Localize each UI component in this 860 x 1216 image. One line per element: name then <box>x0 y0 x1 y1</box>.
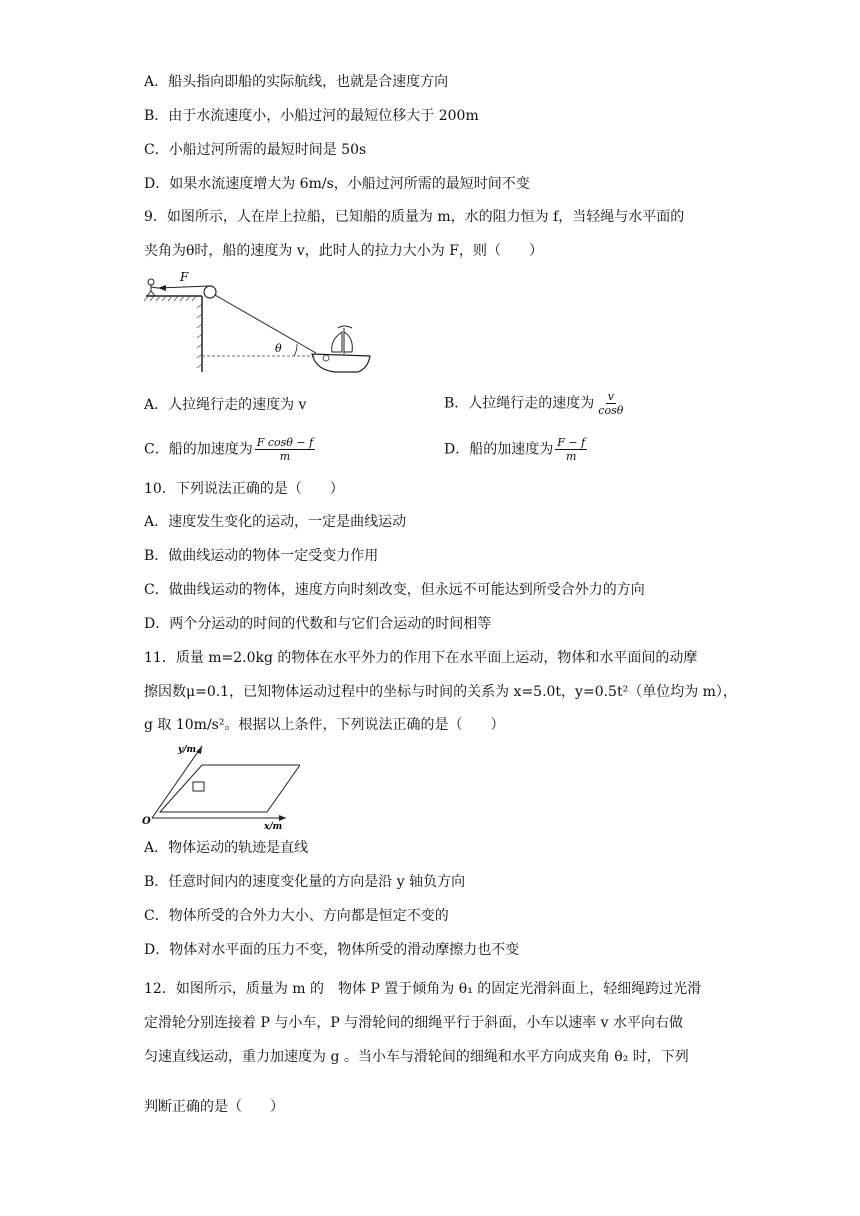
q9-stem-line2: 夹角为θ时，船的速度为 v，此时人的拉力大小为 F，则（ ） <box>144 243 543 259</box>
q11-figure-coordinate-plane <box>140 740 300 832</box>
q9-force-label: F <box>180 270 189 284</box>
q9-option-b-fraction <box>596 390 625 417</box>
q9-figure-boat-pulling <box>140 268 380 378</box>
q8-option-b: B．由于水流速度小，小船过河的最短位移大于 200m <box>144 108 479 124</box>
q11-option-b: B．任意时间内的速度变化量的方向是沿 y 轴负方向 <box>144 874 466 890</box>
q12-stem-line3: 匀速直线运动，重力加速度为 g 。当小车与滑轮间的细绳和水平方向成夹角 θ₂ 时，下列 <box>144 1049 689 1065</box>
q9-option-c <box>144 436 315 463</box>
q9-option-d-denominator: m <box>565 450 577 463</box>
q11-option-d: D．物体对水平面的压力不变，物体所受的滑动摩擦力也不变 <box>144 942 520 958</box>
q12-stem-line2: 定滑轮分别连接着 P 与小车，P 与滑轮间的细绳平行于斜面，小车以速率 v 水平向右做 <box>144 1015 683 1031</box>
q11-stem-line1: 11．质量 m=2.0kg 的物体在水平外力的作用下在水平面上运动，物体和水平面间的动摩 <box>144 650 698 666</box>
q9-option-c-denominator: m <box>279 450 291 463</box>
q9-option-d <box>444 436 587 463</box>
q9-option-c-text: C．船的加速度为 <box>144 441 253 458</box>
q10-stem: 10．下列说法正确的是（ ） <box>144 481 344 497</box>
q11-y-axis-label: y/m <box>178 745 197 755</box>
q9-option-b-numerator: v <box>607 390 614 403</box>
q11-origin-label: O <box>142 816 151 827</box>
q10-option-b: B．做曲线运动的物体一定受变力作用 <box>144 548 379 564</box>
q11-option-a: A．物体运动的轨迹是直线 <box>144 840 309 856</box>
q12-stem-line1: 12．如图所示，质量为 m 的 物体 P 置于倾角为 θ₁ 的固定光滑斜面上，轻细绳跨过光滑 <box>144 981 702 997</box>
q8-option-d: D．如果水流速度增大为 6m/s，小船过河所需的最短时间不变 <box>144 176 530 192</box>
q10-option-d: D．两个分运动的时间的代数和与它们合运动的时间相等 <box>144 616 492 632</box>
q9-option-b-text: B．人拉绳行走的速度为 <box>444 395 595 412</box>
q11-stem-line3: g 取 10m/s²。根据以上条件，下列说法正确的是（ ） <box>144 717 505 733</box>
q9-option-a: A．人拉绳行走的速度为 v <box>144 397 307 413</box>
q9-theta-label: θ <box>275 342 282 355</box>
q10-option-a: A．速度发生变化的运动，一定是曲线运动 <box>144 514 407 530</box>
q11-stem-line2: 擦因数μ=0.1，已知物体运动过程中的坐标与时间的关系为 x=5.0t，y=0.5t²（单位均为 m）， <box>144 684 737 700</box>
q9-option-c-numerator: F cosθ − f <box>256 436 314 449</box>
q9-option-b <box>444 390 625 417</box>
q12-stem-line4: 判断正确的是（ ） <box>144 1099 284 1115</box>
q9-option-d-numerator: F − f <box>557 436 586 449</box>
q9-option-d-fraction <box>555 436 587 463</box>
q8-option-c: C．小船过河所需的最短时间是 50s <box>144 142 367 158</box>
q9-option-c-fraction <box>255 436 315 463</box>
q8-option-a: A．船头指向即船的实际航线，也就是合速度方向 <box>144 74 449 90</box>
q10-option-c: C．做曲线运动的物体，速度方向时刻改变，但永远不可能达到所受合外力的方向 <box>144 582 645 598</box>
q11-option-c: C．物体所受的合外力大小、方向都是恒定不变的 <box>144 908 449 924</box>
q9-stem-line1: 9．如图所示，人在岸上拉船，已知船的质量为 m，水的阻力恒为 f，当轻绳与水平面的 <box>144 209 685 225</box>
q9-option-b-denominator: cosθ <box>598 404 624 417</box>
q9-option-d-text: D．船的加速度为 <box>444 441 554 458</box>
q11-x-axis-label: x/m <box>264 822 283 832</box>
